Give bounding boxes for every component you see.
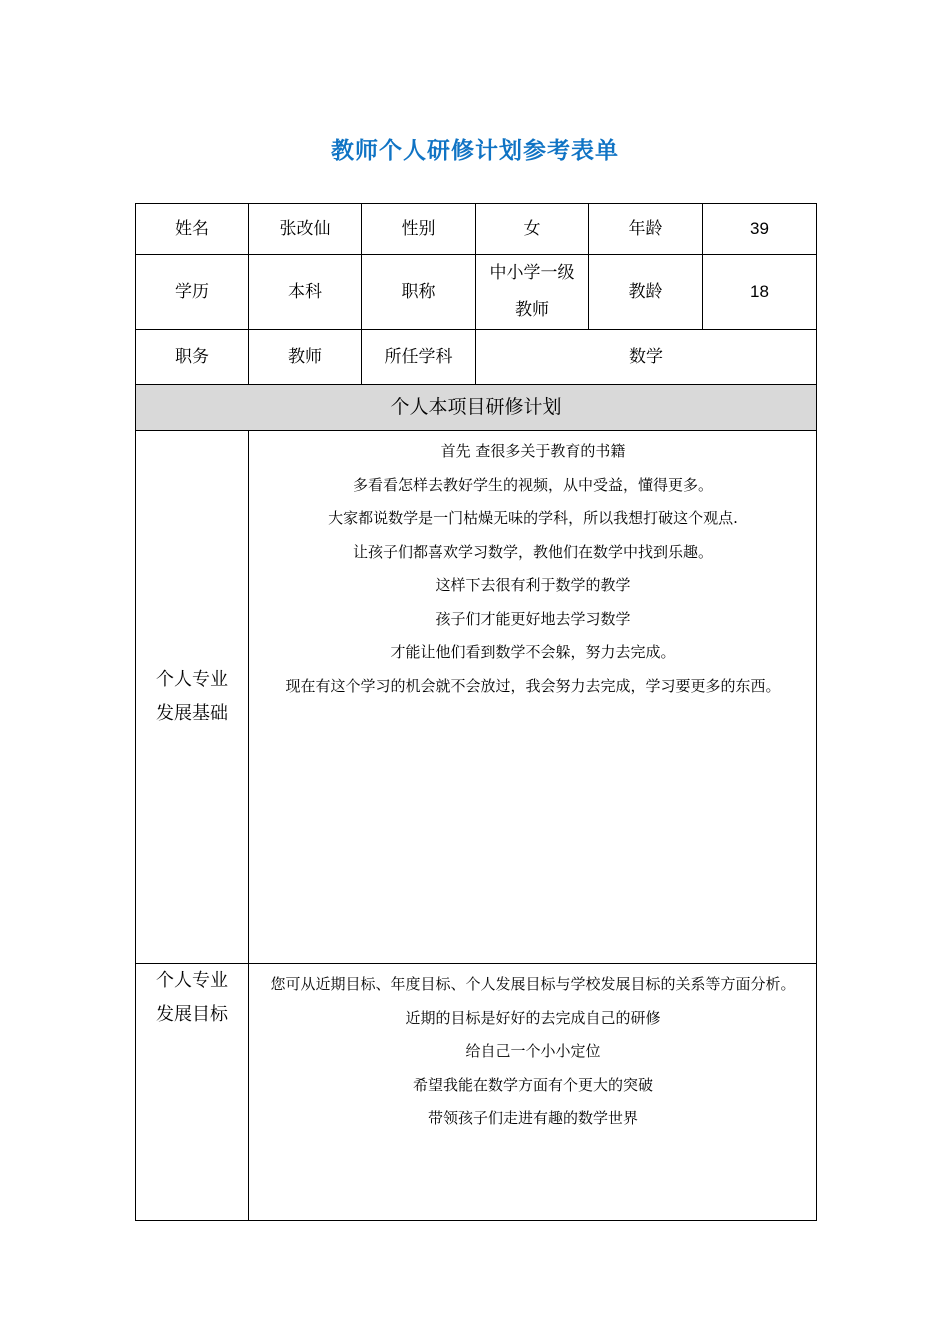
name-value: 张改仙 (249, 204, 362, 255)
foundation-line: 大家都说数学是一门枯燥无味的学科，所以我想打破这个观点. (328, 509, 738, 527)
plan-form-table (135, 203, 817, 1221)
goals-label (136, 964, 249, 1221)
foundation-content (249, 431, 817, 964)
goals-line: 希望我能在数学方面有个更大的突破 (412, 1075, 653, 1094)
foundation-line: 首先 查很多关于教育的书籍 (440, 442, 626, 460)
age-label: 年龄 (589, 204, 703, 255)
professional-title-value (476, 255, 589, 330)
goals-label-line2: 发展目标 (156, 1004, 228, 1025)
document-title: 教师个人研修计划参考表单 (331, 138, 619, 164)
table-row (136, 330, 817, 385)
foundation-line: 孩子们才能更好地去学习数学 (435, 609, 631, 628)
section-header: 个人本项目研修计划 (136, 385, 817, 431)
foundation-line: 让孩子们都喜欢学习数学，教他们在数学中找到乐趣。 (352, 542, 713, 561)
table-row (136, 255, 817, 330)
gender-value: 女 (476, 204, 589, 255)
professional-title-label: 职称 (362, 255, 476, 330)
goals-line: 近期的目标是好好的去完成自己的研修 (405, 1008, 661, 1027)
table-row (136, 204, 817, 255)
goals-line: 带领孩子们走进有趣的数学世界 (427, 1109, 638, 1127)
foundation-line: 才能让他们看到数学不会躲，努力去完成。 (390, 643, 676, 661)
professional-title-line1: 中小学一级 (489, 263, 575, 283)
gender-label: 性别 (362, 204, 476, 255)
age-value: 39 (703, 204, 817, 255)
table-row (136, 385, 817, 431)
goals-line: 给自己一个小小定位 (465, 1042, 601, 1060)
table-row (136, 431, 817, 964)
position-label: 职务 (136, 330, 249, 385)
foundation-label-line1: 个人专业 (156, 669, 228, 690)
foundation-line: 这样下去很有利于数学的教学 (435, 576, 631, 594)
goals-content (249, 964, 817, 1221)
goals-line: 您可从近期目标、年度目标、个人发展目标与学校发展目标的关系等方面分析。 (270, 975, 796, 993)
education-label: 学历 (136, 255, 249, 330)
education-value: 本科 (249, 255, 362, 330)
goals-label-line1: 个人专业 (156, 970, 228, 991)
professional-title-line2: 教师 (515, 300, 549, 320)
table-row (136, 964, 817, 1221)
position-value: 教师 (249, 330, 362, 385)
name-label: 姓名 (136, 204, 249, 255)
foundation-label (136, 431, 249, 964)
foundation-label-line2: 发展基础 (156, 703, 228, 724)
teaching-years-label: 教龄 (589, 255, 703, 330)
foundation-line: 现在有这个学习的机会就不会放过，我会努力去完成，学习要更多的东西。 (285, 676, 781, 695)
foundation-line: 多看看怎样去教好学生的视频，从中受益，懂得更多。 (352, 475, 713, 494)
subject-label: 所任学科 (362, 330, 476, 385)
teaching-years-value: 18 (703, 255, 817, 330)
subject-value: 数学 (476, 330, 817, 385)
